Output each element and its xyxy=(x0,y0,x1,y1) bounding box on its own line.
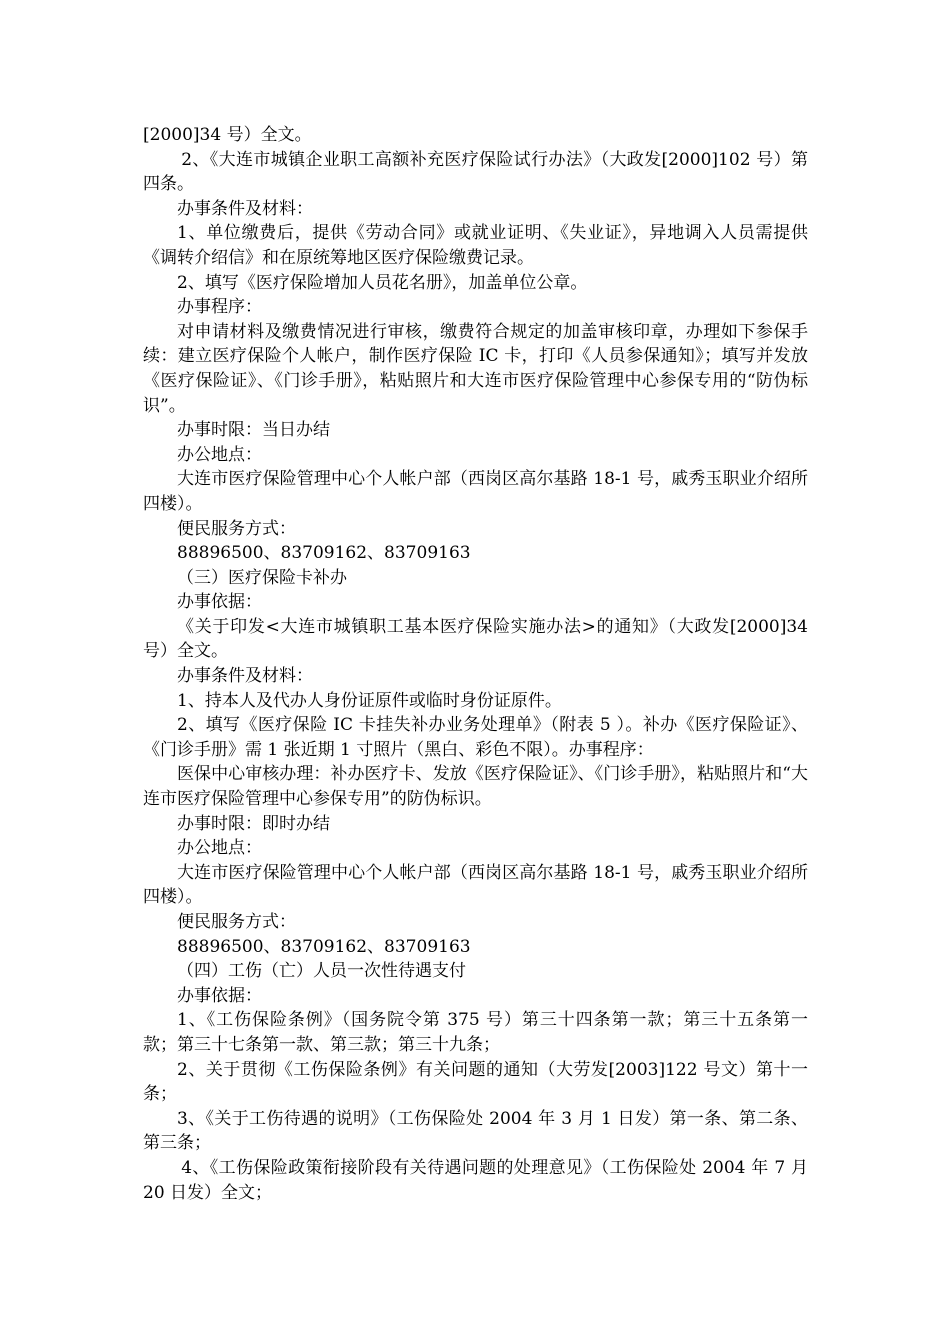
paragraph: 3、《关于工伤待遇的说明》（工伤保险处 2004 年 3 月 1 日发）第一条、第二条、第三条； xyxy=(143,1108,808,1154)
paragraph: 2、填写《医疗保险增加人员花名册》，加盖单位公章。 xyxy=(177,272,588,293)
section-label: 便民服务方式： xyxy=(177,912,296,932)
paragraph: 1、持本人及代办人身份证原件或临时身份证原件。 xyxy=(177,690,562,711)
section-label: 办公地点： xyxy=(177,838,262,859)
document-body xyxy=(143,123,808,1205)
section-label: 办公地点： xyxy=(177,444,262,465)
section-label: 办事条件及材料： xyxy=(177,666,313,687)
phone-numbers: 88896500、83709162、83709163 xyxy=(177,543,471,564)
section-heading: （三）医疗保险卡补办 xyxy=(177,567,347,588)
paragraph: 对申请材料及缴费情况进行审核，缴费符合规定的加盖审核印章，办理如下参保手续：建立医疗保险个人帐户，制作医疗保险 IC 卡，打印《人员参保通知》；填写并发放《医疗保险证》、《门诊手册》，粘贴照片和大连市医疗保险管理中心参保专用的“防伪标识”。 xyxy=(143,321,808,416)
paragraph: 大连市医疗保险管理中心个人帐户部（西岗区高尔基路 18-1 号，戚秀玉职业介绍所四楼）。 xyxy=(143,862,808,908)
section-label: 便民服务方式： xyxy=(177,518,296,539)
paragraph: 1、《工伤保险条例》（国务院令第 375 号）第三十四条第一款；第三十五条第一款；第三十七条第一款、第三款；第三十九条； xyxy=(143,1010,808,1055)
paragraph: 办事时限：当日办结 xyxy=(177,420,330,441)
section-label: 办事依据： xyxy=(177,985,262,1006)
paragraph: 2、填写《医疗保险 IC 卡挂失补办业务处理单》（附表 5 ）。补办《医疗保险证》、《门诊手册》需 1 张近期 1 寸照片（黑白、彩色不限）。办事程序： xyxy=(143,715,808,760)
paragraph: 大连市医疗保险管理中心个人帐户部（西岗区高尔基路 18-1 号，戚秀玉职业介绍所四楼）。 xyxy=(143,469,808,514)
paragraph: 1、单位缴费后，提供《劳动合同》或就业证明、《失业证》，异地调入人员需提供《调转介绍信》和在原统筹地区医疗保险缴费记录。 xyxy=(143,223,808,268)
paragraph: 办事时限：即时办结 xyxy=(177,813,330,834)
section-heading: （四）工伤（亡）人员一次性待遇支付 xyxy=(177,961,466,982)
paragraph: 2、关于贯彻《工伤保险条例》有关问题的通知（大劳发[2003]122 号文）第十一条； xyxy=(143,1059,808,1105)
paragraph: 医保中心审核办理：补办医疗卡、发放《医疗保险证》、《门诊手册》，粘贴照片和“大连市医疗保险管理中心参保专用”的防伪标识。 xyxy=(143,764,808,810)
paragraph: [2000]34 号）全文。 xyxy=(143,125,312,145)
phone-numbers: 88896500、83709162、83709163 xyxy=(177,936,471,957)
paragraph: 2、《大连市城镇企业职工高额补充医疗保险试行办法》（大政发[2000]102 号）第四条。 xyxy=(143,149,808,195)
section-label: 办事依据： xyxy=(177,592,262,613)
section-label: 办事程序： xyxy=(177,297,262,318)
section-label: 办事条件及材料： xyxy=(177,198,313,219)
paragraph: 《关于印发<大连市城镇职工基本医疗保险实施办法>的通知》（大政发[2000]34 号）全文。 xyxy=(143,616,808,662)
paragraph: 4、《工伤保险政策衔接阶段有关待遇问题的处理意见》（工伤保险处 2004 年 7 月 20 日发）全文； xyxy=(143,1157,808,1203)
